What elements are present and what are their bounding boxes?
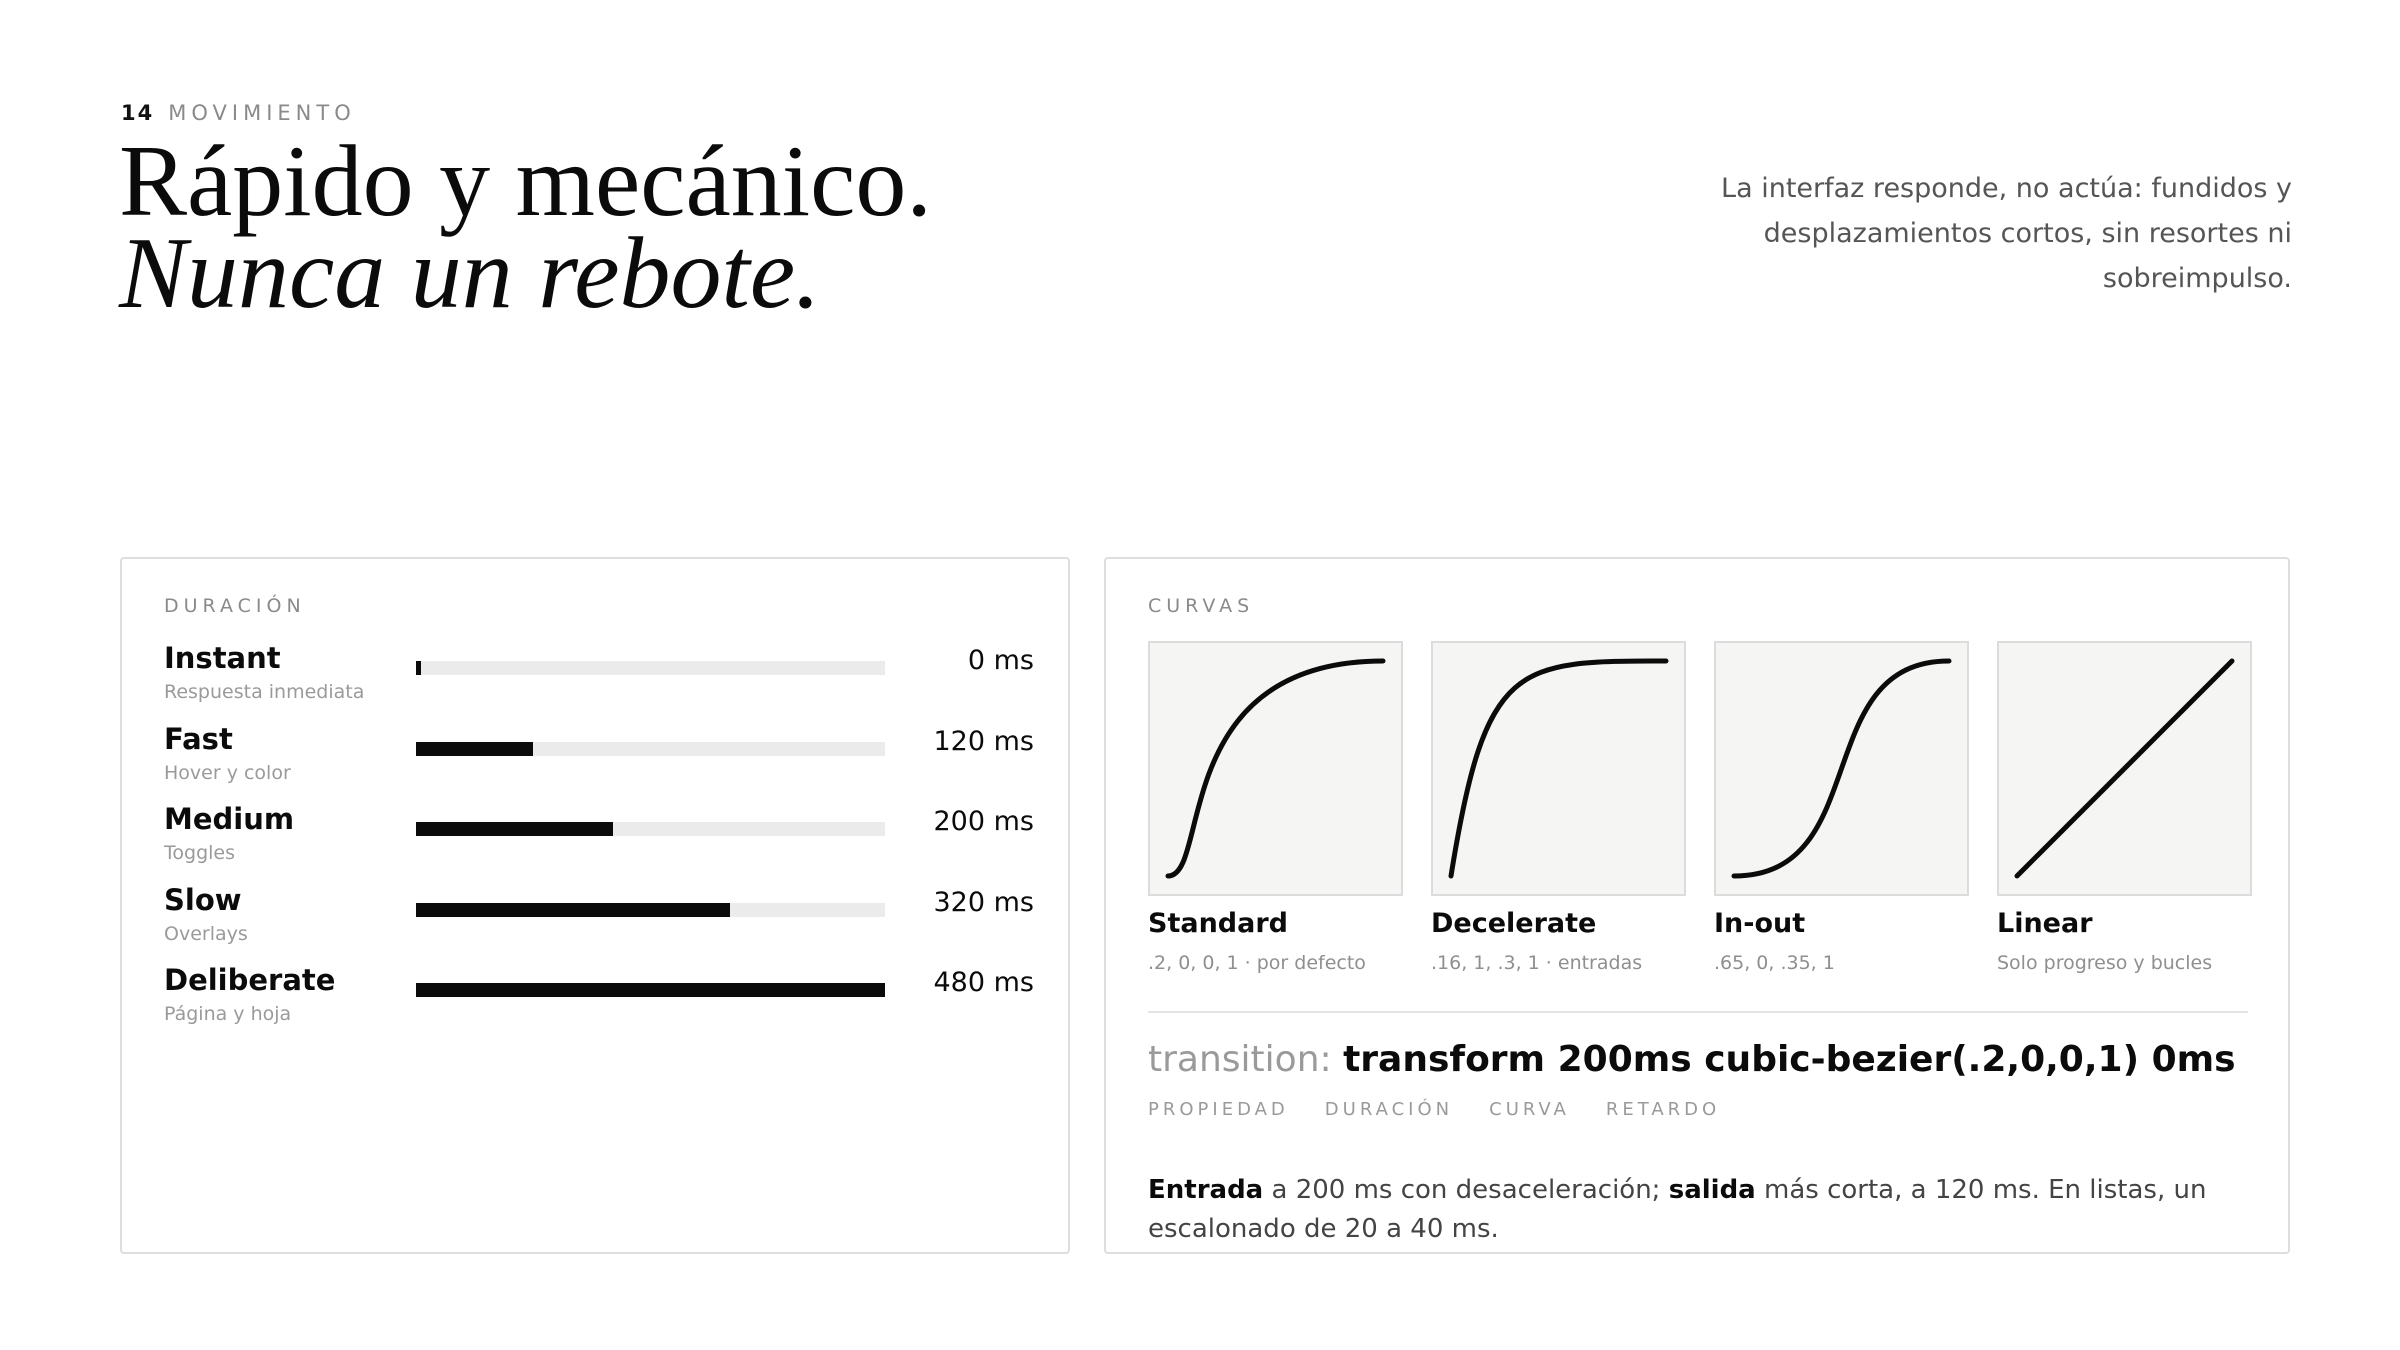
duration-bar-track: [416, 983, 885, 997]
duration-bar-fill: [416, 742, 533, 756]
curve-plot: [1714, 641, 1969, 896]
curve-plot: [1431, 641, 1686, 896]
usage-note: [1148, 1171, 2208, 1249]
note-text-1: a 200 ms con desaceleración;: [1263, 1175, 1669, 1205]
duration-name: Medium: [164, 802, 295, 836]
curve-name: Linear: [1997, 908, 2093, 939]
note-bold-exit: salida: [1668, 1175, 1756, 1205]
lede-text: La interfaz responde, no actúa: fundidos y desplazamientos cortos, sin resortes ni sobreimpulso.: [1721, 173, 2292, 294]
curve-line: [1734, 661, 1949, 876]
duration-name: Slow: [164, 883, 242, 917]
duration-bar-track: [416, 822, 885, 836]
curve-plot: [1148, 641, 1403, 896]
duration-card: [120, 557, 1070, 1254]
transition-code: [1148, 1039, 2236, 1080]
curve-name: In-out: [1714, 908, 1806, 939]
duration-row-instant: [164, 641, 1034, 721]
curve-tile-standard: [1148, 641, 1403, 974]
duration-value: 200 ms: [933, 806, 1034, 837]
title-line-2: Nunca un rebote.: [119, 217, 821, 330]
duration-desc: Toggles: [164, 842, 235, 864]
duration-value: 120 ms: [933, 726, 1034, 757]
curves-card: [1104, 557, 2290, 1254]
part-property: PROPIEDAD: [1148, 1099, 1289, 1120]
duration-row-deliberate: [164, 963, 1034, 1043]
duration-desc: Página y hoja: [164, 1003, 292, 1025]
page-title: [119, 125, 932, 330]
curve-desc: .16, 1, .3, 1 · entradas: [1431, 952, 1643, 974]
code-keyword: transition:: [1148, 1039, 1332, 1080]
note-text-2: más corta, a 120 ms. En listas, un escalonado de 20 a 40 ms.: [1148, 1175, 2207, 1244]
note-bold-entry: Entrada: [1148, 1175, 1264, 1205]
duration-value: 0 ms: [967, 645, 1034, 676]
duration-bar-track: [416, 903, 885, 917]
curve-desc: .65, 0, .35, 1: [1714, 952, 1835, 974]
duration-bar-fill: [416, 822, 613, 836]
duration-row-fast: [164, 722, 1034, 802]
curve-line: [2017, 661, 2232, 876]
duration-desc: Overlays: [164, 923, 248, 945]
part-duration: DURACIÓN: [1324, 1099, 1454, 1120]
duration-value: 480 ms: [933, 967, 1034, 998]
duration-desc: Respuesta inmediata: [164, 681, 365, 703]
duration-name: Deliberate: [164, 963, 336, 997]
curve-plot: [1997, 641, 2252, 896]
duration-desc: Hover y color: [164, 762, 291, 784]
duration-bar-fill: [416, 661, 421, 675]
curve-desc: .2, 0, 0, 1 · por defecto: [1148, 952, 1366, 974]
section-number: 14: [121, 101, 155, 125]
duration-row-slow: [164, 883, 1034, 963]
duration-name: Instant: [164, 641, 281, 675]
curves-label: CURVAS: [1148, 595, 1255, 617]
duration-name: Fast: [164, 722, 233, 756]
part-curve: CURVA: [1489, 1099, 1570, 1120]
duration-label: DURACIÓN: [164, 595, 306, 617]
curve-line: [1451, 661, 1666, 876]
duration-value: 320 ms: [933, 887, 1034, 918]
curve-line: [1168, 661, 1383, 876]
code-parts: [1148, 1099, 1756, 1120]
curve-tile-in-out: [1714, 641, 1969, 974]
duration-bar-track: [416, 661, 885, 675]
section-name: MOVIMIENTO: [168, 101, 356, 125]
curve-tile-linear: [1997, 641, 2252, 974]
duration-bar-fill: [416, 983, 885, 997]
section-eyebrow: [121, 101, 356, 125]
part-delay: RETARDO: [1605, 1099, 1721, 1120]
code-value: transform 200ms cubic-bezier(.2,0,0,1) 0ms: [1343, 1039, 2236, 1080]
divider: [1148, 1011, 2248, 1013]
duration-bar-fill: [416, 903, 730, 917]
title-line-1: Rápido y mecánico.: [119, 125, 932, 238]
duration-row-medium: [164, 802, 1034, 882]
curve-name: Decelerate: [1431, 908, 1597, 939]
curve-desc: Solo progreso y bucles: [1997, 952, 2213, 974]
duration-bar-track: [416, 742, 885, 756]
curve-name: Standard: [1148, 908, 1288, 939]
curve-tile-decelerate: [1431, 641, 1686, 974]
